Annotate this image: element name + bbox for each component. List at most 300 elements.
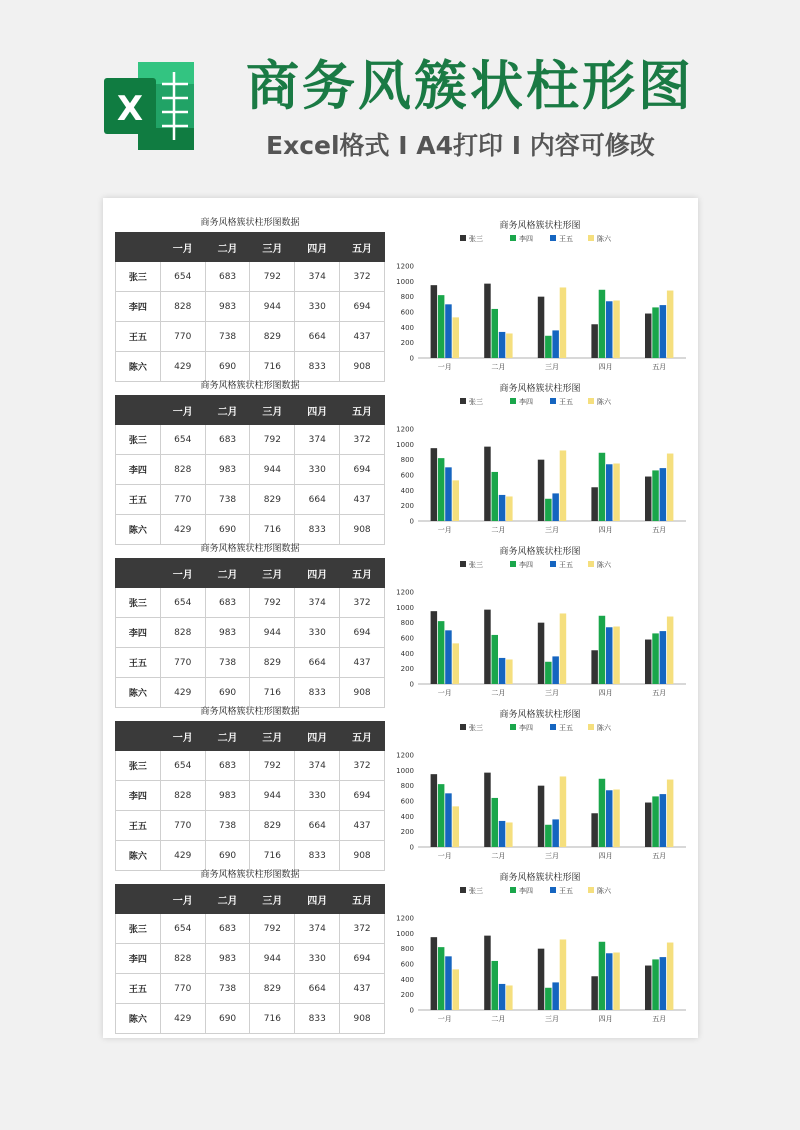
value-cell: 664: [295, 974, 340, 1004]
y-tick-label: 0: [409, 1006, 414, 1015]
column-header: 二月: [205, 233, 250, 262]
y-tick-label: 600: [400, 634, 414, 643]
row-name-cell: 王五: [116, 648, 161, 678]
value-cell: 716: [250, 841, 295, 871]
table-row: [116, 781, 385, 811]
value-cell: 330: [295, 944, 340, 974]
bar-李四-一月: [438, 621, 445, 684]
bar-张三-四月: [591, 650, 598, 684]
value-cell: 374: [295, 914, 340, 944]
value-cell: 690: [205, 515, 250, 545]
table-row: [116, 648, 385, 678]
bar-张三-二月: [484, 610, 491, 684]
bar-张三-四月: [591, 487, 598, 521]
value-cell: 694: [340, 618, 385, 648]
y-tick-label: 0: [409, 680, 414, 689]
value-cell: 694: [340, 944, 385, 974]
bar-张三-四月: [591, 813, 598, 847]
table-corner-cell: [116, 722, 161, 751]
bar-李四-一月: [438, 947, 445, 1010]
x-tick-label: 四月: [598, 689, 613, 697]
column-header: 三月: [250, 885, 295, 914]
y-tick-label: 200: [400, 991, 414, 1000]
data-table: [115, 395, 385, 545]
column-header: 三月: [250, 559, 295, 588]
legend-label: 王五: [559, 561, 573, 569]
x-tick-label: 三月: [545, 1015, 559, 1023]
excel-logo-icon: [100, 56, 200, 156]
legend-swatch: [550, 235, 556, 241]
bar-张三-二月: [484, 284, 491, 358]
row-name-cell: 王五: [116, 974, 161, 1004]
page-title: 商务风簇状柱形图: [246, 56, 694, 117]
value-cell: 792: [250, 751, 295, 781]
bar-王五-四月: [606, 464, 613, 521]
legend-label: 张三: [469, 235, 483, 243]
bar-张三-三月: [538, 623, 545, 684]
value-cell: 833: [295, 1004, 340, 1034]
legend-label: 王五: [559, 398, 573, 406]
column-header: 二月: [205, 396, 250, 425]
table-row: [116, 322, 385, 352]
bar-张三-一月: [431, 774, 438, 847]
legend-swatch: [550, 724, 556, 730]
bar-王五-三月: [552, 819, 559, 847]
y-tick-label: 0: [409, 517, 414, 526]
bar-李四-二月: [492, 472, 499, 521]
value-cell: 374: [295, 588, 340, 618]
value-cell: 770: [160, 974, 205, 1004]
row-name-cell: 陈六: [116, 678, 161, 708]
legend-swatch: [460, 398, 466, 404]
x-tick-label: 五月: [652, 526, 667, 534]
bar-王五-二月: [499, 821, 506, 847]
y-tick-label: 1000: [396, 766, 414, 775]
clustered-bar-chart: [388, 707, 693, 867]
bar-张三-三月: [538, 297, 545, 358]
value-cell: 716: [250, 1004, 295, 1034]
value-cell: 330: [295, 292, 340, 322]
row-name-cell: 陈六: [116, 841, 161, 871]
row-name-cell: 张三: [116, 914, 161, 944]
bar-李四-一月: [438, 458, 445, 521]
bar-张三-一月: [431, 611, 438, 684]
column-header: 三月: [250, 722, 295, 751]
value-cell: 683: [205, 751, 250, 781]
x-tick-label: 一月: [437, 526, 452, 534]
legend-swatch: [588, 398, 594, 404]
bar-王五-二月: [499, 658, 506, 684]
value-cell: 770: [160, 811, 205, 841]
table-row: [116, 588, 385, 618]
row-name-cell: 陈六: [116, 1004, 161, 1034]
legend-swatch: [460, 724, 466, 730]
row-name-cell: 李四: [116, 944, 161, 974]
y-tick-label: 1200: [396, 588, 414, 597]
value-cell: 770: [160, 485, 205, 515]
bar-陈六-一月: [453, 480, 460, 521]
table-caption: 商务风格簇状柱形图数据: [200, 218, 300, 228]
value-cell: 694: [340, 781, 385, 811]
value-cell: 437: [340, 811, 385, 841]
value-cell: 983: [205, 781, 250, 811]
bar-李四-三月: [545, 336, 552, 358]
bar-张三-三月: [538, 786, 545, 847]
row-name-cell: 李四: [116, 781, 161, 811]
data-table: [115, 721, 385, 871]
chart-svg: [388, 544, 693, 704]
value-cell: 792: [250, 914, 295, 944]
legend-swatch: [460, 235, 466, 241]
bar-张三-二月: [484, 936, 491, 1010]
legend-swatch: [510, 561, 516, 567]
value-cell: 683: [205, 914, 250, 944]
value-cell: 716: [250, 515, 295, 545]
row-name-cell: 张三: [116, 262, 161, 292]
y-tick-label: 800: [400, 782, 414, 791]
legend-swatch: [510, 398, 516, 404]
bar-张三-五月: [645, 314, 652, 358]
bar-张三-五月: [645, 477, 652, 521]
bar-陈六-一月: [453, 969, 460, 1010]
row-name-cell: 张三: [116, 751, 161, 781]
value-cell: 330: [295, 455, 340, 485]
value-cell: 372: [340, 914, 385, 944]
value-cell: 664: [295, 485, 340, 515]
bar-王五-一月: [445, 956, 452, 1010]
bar-李四-四月: [599, 453, 606, 521]
value-cell: 716: [250, 352, 295, 382]
x-tick-label: 五月: [652, 363, 667, 371]
x-tick-label: 二月: [491, 526, 506, 534]
value-cell: 683: [205, 588, 250, 618]
column-header: 四月: [295, 722, 340, 751]
bar-李四-四月: [599, 942, 606, 1010]
x-tick-label: 一月: [437, 363, 452, 371]
bar-陈六-四月: [613, 627, 620, 685]
table-caption: 商务风格簇状柱形图数据: [200, 870, 300, 880]
bar-王五-四月: [606, 627, 613, 684]
value-cell: 683: [205, 425, 250, 455]
legend-label: 王五: [559, 724, 573, 732]
y-tick-label: 1000: [396, 277, 414, 286]
x-tick-label: 二月: [491, 852, 506, 860]
value-cell: 429: [160, 678, 205, 708]
bar-王五-二月: [499, 984, 506, 1010]
value-cell: 654: [160, 751, 205, 781]
legend-label: 李四: [519, 398, 533, 406]
table-row: [116, 618, 385, 648]
value-cell: 983: [205, 944, 250, 974]
value-cell: 770: [160, 648, 205, 678]
table-row: [116, 914, 385, 944]
data-block: [103, 361, 698, 536]
value-cell: 833: [295, 352, 340, 382]
x-tick-label: 五月: [652, 1015, 667, 1023]
bar-张三-五月: [645, 966, 652, 1010]
table-corner-cell: [116, 396, 161, 425]
bar-陈六-三月: [560, 613, 567, 684]
bar-张三-四月: [591, 976, 598, 1010]
value-cell: 654: [160, 262, 205, 292]
row-name-cell: 张三: [116, 425, 161, 455]
value-cell: 829: [250, 485, 295, 515]
legend-swatch: [510, 235, 516, 241]
bar-陈六-五月: [667, 291, 674, 358]
value-cell: 944: [250, 944, 295, 974]
chart-svg: [388, 218, 693, 378]
x-tick-label: 五月: [652, 689, 667, 697]
y-tick-label: 800: [400, 619, 414, 628]
y-tick-label: 600: [400, 797, 414, 806]
legend-label: 陈六: [597, 235, 611, 243]
value-cell: 828: [160, 455, 205, 485]
x-tick-label: 二月: [491, 1015, 506, 1023]
chart-title: 商务风格簇状柱形图: [499, 221, 581, 231]
data-table: [115, 232, 385, 382]
column-header: 四月: [295, 885, 340, 914]
value-cell: 429: [160, 1004, 205, 1034]
x-tick-label: 四月: [598, 852, 613, 860]
table-row: [116, 485, 385, 515]
row-name-cell: 王五: [116, 485, 161, 515]
table-header-row: [116, 722, 385, 751]
bar-王五-三月: [552, 330, 559, 358]
bar-李四-五月: [652, 633, 659, 684]
bar-陈六-四月: [613, 953, 620, 1011]
value-cell: 828: [160, 618, 205, 648]
value-cell: 683: [205, 262, 250, 292]
legend-label: 李四: [519, 561, 533, 569]
value-cell: 437: [340, 648, 385, 678]
y-tick-label: 200: [400, 502, 414, 511]
row-name-cell: 陈六: [116, 352, 161, 382]
chart-title: 商务风格簇状柱形图: [499, 384, 581, 394]
bar-王五-五月: [660, 631, 667, 684]
value-cell: 908: [340, 841, 385, 871]
column-header: 五月: [340, 233, 385, 262]
table-row: [116, 425, 385, 455]
bar-李四-五月: [652, 959, 659, 1010]
column-header: 一月: [160, 722, 205, 751]
value-cell: 429: [160, 352, 205, 382]
column-header: 四月: [295, 396, 340, 425]
bar-陈六-五月: [667, 780, 674, 847]
clustered-bar-chart: [388, 544, 693, 704]
bar-王五-一月: [445, 304, 452, 358]
legend-label: 陈六: [597, 398, 611, 406]
data-block: [103, 687, 698, 862]
row-name-cell: 李四: [116, 455, 161, 485]
bar-李四-三月: [545, 662, 552, 684]
value-cell: 829: [250, 322, 295, 352]
legend-swatch: [588, 561, 594, 567]
value-cell: 694: [340, 292, 385, 322]
y-tick-label: 1200: [396, 425, 414, 434]
column-header: 三月: [250, 396, 295, 425]
row-name-cell: 陈六: [116, 515, 161, 545]
value-cell: 833: [295, 678, 340, 708]
bar-陈六-四月: [613, 464, 620, 522]
x-tick-label: 一月: [437, 1015, 452, 1023]
table-corner-cell: [116, 233, 161, 262]
bar-陈六-三月: [560, 776, 567, 847]
value-cell: 828: [160, 292, 205, 322]
bar-李四-一月: [438, 295, 445, 358]
value-cell: 983: [205, 618, 250, 648]
table-row: [116, 292, 385, 322]
bar-张三-四月: [591, 324, 598, 358]
table-row: [116, 455, 385, 485]
value-cell: 828: [160, 944, 205, 974]
x-tick-label: 三月: [545, 363, 559, 371]
value-cell: 833: [295, 515, 340, 545]
data-table: [115, 558, 385, 708]
y-tick-label: 0: [409, 843, 414, 852]
bar-李四-四月: [599, 616, 606, 684]
y-tick-label: 400: [400, 812, 414, 821]
page-header: [0, 0, 800, 190]
bar-李四-四月: [599, 290, 606, 358]
legend-swatch: [550, 398, 556, 404]
value-cell: 372: [340, 751, 385, 781]
bar-张三-一月: [431, 937, 438, 1010]
value-cell: 690: [205, 678, 250, 708]
chart-title: 商务风格簇状柱形图: [499, 873, 581, 883]
value-cell: 664: [295, 648, 340, 678]
bar-李四-三月: [545, 825, 552, 847]
bar-王五-四月: [606, 953, 613, 1010]
value-cell: 654: [160, 588, 205, 618]
value-cell: 944: [250, 781, 295, 811]
bar-张三-一月: [431, 285, 438, 358]
bar-陈六-三月: [560, 287, 567, 358]
bar-张三-五月: [645, 640, 652, 684]
legend-label: 李四: [519, 235, 533, 243]
value-cell: 738: [205, 322, 250, 352]
column-header: 四月: [295, 233, 340, 262]
y-tick-label: 400: [400, 486, 414, 495]
page-subtitle: Excel格式 I A4打印 I 内容可修改: [266, 131, 655, 160]
x-tick-label: 五月: [652, 852, 667, 860]
legend-swatch: [510, 887, 516, 893]
value-cell: 374: [295, 262, 340, 292]
x-tick-label: 二月: [491, 363, 506, 371]
column-header: 五月: [340, 559, 385, 588]
legend-swatch: [510, 724, 516, 730]
column-header: 四月: [295, 559, 340, 588]
value-cell: 908: [340, 515, 385, 545]
bar-陈六-五月: [667, 617, 674, 684]
legend-swatch: [588, 235, 594, 241]
y-tick-label: 600: [400, 960, 414, 969]
bar-王五-五月: [660, 794, 667, 847]
y-tick-label: 600: [400, 308, 414, 317]
bar-陈六-二月: [506, 659, 512, 684]
row-name-cell: 王五: [116, 322, 161, 352]
bar-李四-二月: [492, 798, 499, 847]
bar-王五-三月: [552, 656, 559, 684]
legend-swatch: [550, 887, 556, 893]
chart-svg: [388, 381, 693, 541]
chart-svg: [388, 870, 693, 1030]
bar-陈六-五月: [667, 943, 674, 1010]
legend-label: 陈六: [597, 887, 611, 895]
bar-李四-三月: [545, 499, 552, 521]
chart-title: 商务风格簇状柱形图: [499, 710, 581, 720]
bar-张三-一月: [431, 448, 438, 521]
bar-李四-四月: [599, 779, 606, 847]
bar-陈六-二月: [506, 985, 512, 1010]
y-tick-label: 400: [400, 323, 414, 332]
x-tick-label: 四月: [598, 1015, 613, 1023]
bar-李四-二月: [492, 961, 499, 1010]
bar-陈六-三月: [560, 939, 567, 1010]
row-name-cell: 张三: [116, 588, 161, 618]
y-tick-label: 800: [400, 293, 414, 302]
legend-swatch: [550, 561, 556, 567]
bar-王五-二月: [499, 332, 506, 358]
value-cell: 944: [250, 292, 295, 322]
bar-王五-二月: [499, 495, 506, 521]
value-cell: 664: [295, 322, 340, 352]
table-corner-cell: [116, 885, 161, 914]
bar-陈六-三月: [560, 450, 567, 521]
legend-swatch: [588, 887, 594, 893]
row-name-cell: 李四: [116, 618, 161, 648]
bar-张三-二月: [484, 773, 491, 847]
x-tick-label: 四月: [598, 363, 613, 371]
bar-陈六-一月: [453, 806, 460, 847]
column-header: 三月: [250, 233, 295, 262]
value-cell: 690: [205, 1004, 250, 1034]
column-header: 一月: [160, 885, 205, 914]
bar-王五-三月: [552, 982, 559, 1010]
column-header: 五月: [340, 885, 385, 914]
value-cell: 694: [340, 455, 385, 485]
x-tick-label: 二月: [491, 689, 506, 697]
bar-张三-三月: [538, 949, 545, 1010]
value-cell: 664: [295, 811, 340, 841]
bar-张三-二月: [484, 447, 491, 521]
legend-label: 张三: [469, 724, 483, 732]
table-row: [116, 811, 385, 841]
bar-王五-一月: [445, 793, 452, 847]
value-cell: 372: [340, 588, 385, 618]
column-header: 一月: [160, 559, 205, 588]
column-header: 二月: [205, 885, 250, 914]
value-cell: 690: [205, 352, 250, 382]
value-cell: 654: [160, 914, 205, 944]
table-header-row: [116, 885, 385, 914]
value-cell: 429: [160, 841, 205, 871]
value-cell: 792: [250, 425, 295, 455]
value-cell: 437: [340, 485, 385, 515]
legend-label: 李四: [519, 724, 533, 732]
value-cell: 738: [205, 811, 250, 841]
row-name-cell: 李四: [116, 292, 161, 322]
bar-陈六-四月: [613, 301, 620, 359]
value-cell: 330: [295, 781, 340, 811]
table-row: [116, 1004, 385, 1034]
legend-label: 王五: [559, 235, 573, 243]
value-cell: 792: [250, 262, 295, 292]
value-cell: 983: [205, 455, 250, 485]
column-header: 一月: [160, 233, 205, 262]
value-cell: 437: [340, 974, 385, 1004]
bar-李四-五月: [652, 796, 659, 847]
legend-label: 陈六: [597, 724, 611, 732]
